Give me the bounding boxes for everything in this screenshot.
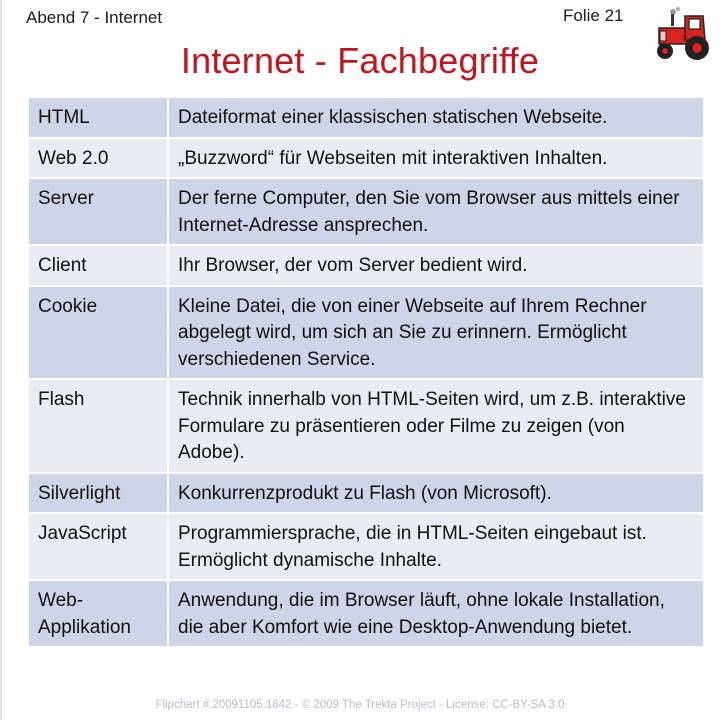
definition-cell: „Buzzword“ für Webseiten mit interaktiven Inhalten. xyxy=(168,138,704,179)
table-row xyxy=(28,245,704,286)
table-row xyxy=(28,580,704,647)
definition-cell: Anwendung, die im Browser läuft, ohne lokale Installation, die aber Komfort wie eine Desktop-Anwendung bietet. xyxy=(168,580,704,647)
definition-cell: Ihr Browser, der vom Server bedient wird. xyxy=(168,245,704,286)
page-title: Internet - Fachbegriffe xyxy=(180,40,540,81)
table-row xyxy=(28,473,704,514)
definition-cell: Der ferne Computer, den Sie vom Browser aus mittels einer Internet-Adresse ansprechen. xyxy=(168,178,704,245)
term-cell: HTML xyxy=(28,97,168,138)
table-row xyxy=(28,178,704,245)
footer-license: Flipchart # 20091105.1842 - © 2009 The Trekta Project - License: CC-BY-SA 3.0 xyxy=(155,699,565,711)
terms-table xyxy=(27,96,705,648)
table-row xyxy=(28,513,704,580)
term-cell: Web 2.0 xyxy=(28,138,168,179)
term-cell: Silverlight xyxy=(28,473,168,514)
definition-cell: Technik innerhalb von HTML-Seiten wird, um z.B. interaktive Formulare zu präsentieren oder Filme zu zeigen (von Adobe). xyxy=(168,379,704,473)
term-cell: Flash xyxy=(28,379,168,473)
slide-number: Folie 21 xyxy=(563,6,624,25)
term-cell: JavaScript xyxy=(28,513,168,580)
term-cell: Client xyxy=(28,245,168,286)
slide-edge xyxy=(0,0,2,720)
term-cell: Server xyxy=(28,178,168,245)
term-cell: Web-Applikation xyxy=(28,580,168,647)
table-row xyxy=(28,286,704,380)
definition-cell: Kleine Datei, die von einer Webseite auf Ihrem Rechner abgelegt wird, um sich an Sie zu erinnern. Ermöglicht verschiedenen Service. xyxy=(168,286,704,380)
session-label: Abend 7 - Internet xyxy=(26,8,163,27)
table-row xyxy=(28,97,704,138)
term-cell: Cookie xyxy=(28,286,168,380)
table-row xyxy=(28,379,704,473)
definition-cell: Dateiformat einer klassischen statischen Webseite. xyxy=(168,97,704,138)
definition-cell: Programmiersprache, die in HTML-Seiten eingebaut ist. Ermöglicht dynamische Inhalte. xyxy=(168,513,704,580)
definition-cell: Konkurrenzprodukt zu Flash (von Microsoft). xyxy=(168,473,704,514)
table-row xyxy=(28,138,704,179)
